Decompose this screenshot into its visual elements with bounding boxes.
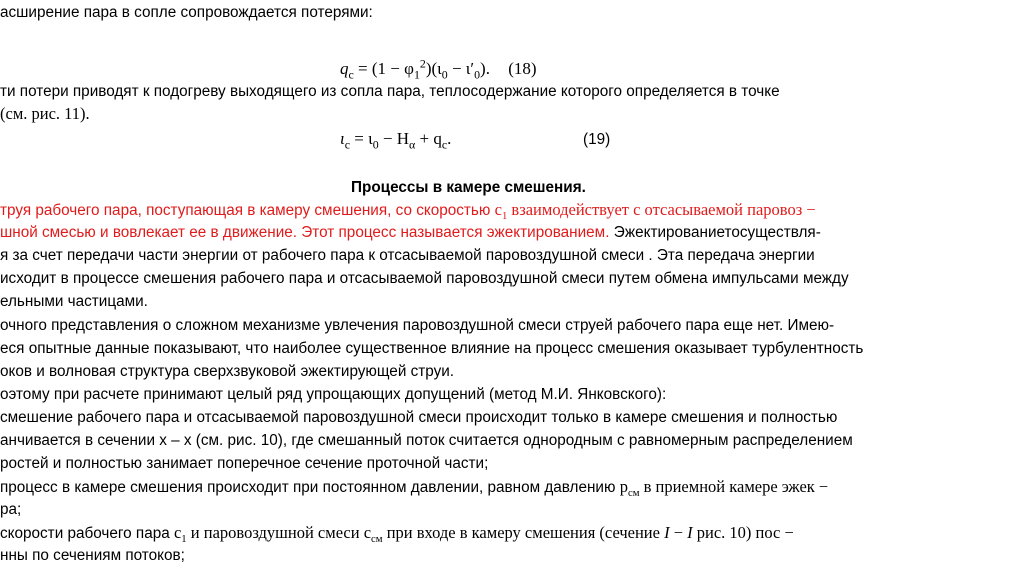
p11-text-b: в приемной камере эжек − bbox=[639, 477, 829, 496]
eq18-i0-sub: 0 bbox=[441, 67, 448, 82]
paragraph-line-10: ростей и полностью занимает поперечное сечение проточной части; bbox=[0, 455, 489, 472]
intro-line-1: асширение пара в сопле сопровождается потерями: bbox=[0, 4, 373, 21]
paragraph-line-6: оков и волновая структура сверхзвуковой эжектирующей струи. bbox=[0, 363, 455, 380]
p13-text-d: рис. 10) пос − bbox=[692, 523, 794, 542]
eq19-h-sub: α bbox=[409, 137, 416, 152]
eq18-lhs: q bbox=[340, 59, 349, 78]
red-line-1-a: труя рабочего пара, поступающая в камеру смешения, со скоростью bbox=[0, 202, 495, 219]
p13-c2: c bbox=[363, 523, 372, 542]
eq18-phi-sup: 2 bbox=[419, 56, 426, 71]
p13-section-i1: I bbox=[664, 523, 670, 542]
eq19-body-d: . bbox=[447, 129, 452, 148]
red-line-1-sub: 1 bbox=[501, 210, 508, 223]
red-line-2-tail: Эжектированиетосуществля- bbox=[609, 224, 821, 241]
red-line-1-c: c bbox=[494, 200, 502, 219]
p11-pressure: p bbox=[619, 477, 628, 496]
eq18-number: (18) bbox=[508, 59, 537, 78]
eq19-lhs-sub: c bbox=[344, 137, 351, 152]
paragraph-line-12: ра; bbox=[0, 501, 22, 518]
equation-19 bbox=[340, 128, 451, 150]
eq18-body-a: = (1 − φ bbox=[358, 59, 414, 78]
p11-text-a: процесс в камере смешения происходит при постоянном давлении, равном давлению bbox=[0, 479, 620, 496]
intro-line-3: (см. рис. 11). bbox=[0, 104, 90, 123]
eq19-i0-sub: 0 bbox=[372, 137, 379, 152]
p13-text-c: при входе в камеру смешения (сечение bbox=[382, 523, 665, 542]
section-heading: Процессы в камере смешения. bbox=[351, 179, 586, 196]
p13-text-b: и паровоздушной смеси bbox=[186, 523, 364, 542]
paragraph-line-13 bbox=[0, 523, 794, 544]
eq18-phi-sub: 1 bbox=[413, 67, 420, 82]
eq19-lhs: ι bbox=[340, 129, 345, 148]
red-line-2 bbox=[0, 223, 821, 243]
paragraph-line-3: ельными частицами. bbox=[0, 293, 148, 310]
red-line-2-text: шной смесью и вовлекает ее в движение. Этот процесс называется эжектированием. bbox=[0, 224, 610, 241]
eq18-i0p-sub: 0 bbox=[474, 67, 481, 82]
eq19-q-sub: c bbox=[441, 137, 448, 152]
paragraph-line-9: анчивается в сечении x – x (см. рис. 10), где смешанный поток считается однородным с равномерным распределением bbox=[0, 432, 853, 449]
eq18-lhs-sub: c bbox=[348, 67, 354, 82]
paragraph-line-7: оэтому при расчете принимают целый ряд упрощающих допущений (метод М.И. Янковского): bbox=[0, 386, 667, 403]
paragraph-line-1: я за счет передачи части энергии от рабочего пара к отсасываемой паровоздушной смеси . Эта передача энергии bbox=[0, 247, 815, 264]
red-line-1-b: взаимодействует с отсасываемой паровоз − bbox=[507, 200, 816, 219]
paragraph-line-5: еся опытные данные показывают, что наиболее существенное влияние на процесс смешения оказывает турбулентность bbox=[0, 340, 864, 357]
p13-text-a: скорости рабочего пара bbox=[0, 525, 174, 542]
paragraph-line-2: исходит в процессе смешения рабочего пара и отсасываемой паровоздушной смеси путем обмена импульсами между bbox=[0, 270, 849, 287]
eq18-body-b: )(ι bbox=[425, 59, 442, 78]
paragraph-line-14: нны по сечениям потоков; bbox=[0, 547, 185, 564]
p13-c1-sub: 1 bbox=[181, 533, 187, 546]
intro-line-2: ти потери приводят к подогреву выходящего из сопла пара, теплосодержание которого определяется в точке bbox=[0, 83, 780, 100]
red-line-1 bbox=[0, 200, 816, 221]
eq19-body-a: = ι bbox=[354, 129, 373, 148]
eq18-body-d: ). bbox=[480, 59, 490, 78]
eq18-body-c: − ι′ bbox=[447, 59, 475, 78]
paragraph-line-4: очного представления о сложном механизме увлечения паровоздушной смеси струей рабочего пара еще нет. Имею- bbox=[0, 317, 835, 334]
p13-section-i2: I bbox=[687, 523, 693, 542]
paragraph-line-11 bbox=[0, 477, 828, 498]
p13-dash: − bbox=[669, 523, 688, 542]
eq19-body-c: + q bbox=[415, 129, 442, 148]
paragraph-line-8: смешение рабочего пара и отсасываемой паровоздушной смеси происходит только в камере смешения и полностью bbox=[0, 409, 838, 426]
eq19-body-b: − H bbox=[378, 129, 410, 148]
equation-18 bbox=[340, 58, 537, 80]
p13-c2-sub: см bbox=[371, 533, 383, 546]
p11-pressure-sub: см bbox=[627, 487, 640, 500]
eq19-number: (19) bbox=[583, 131, 611, 148]
p13-c1: c bbox=[173, 523, 182, 542]
